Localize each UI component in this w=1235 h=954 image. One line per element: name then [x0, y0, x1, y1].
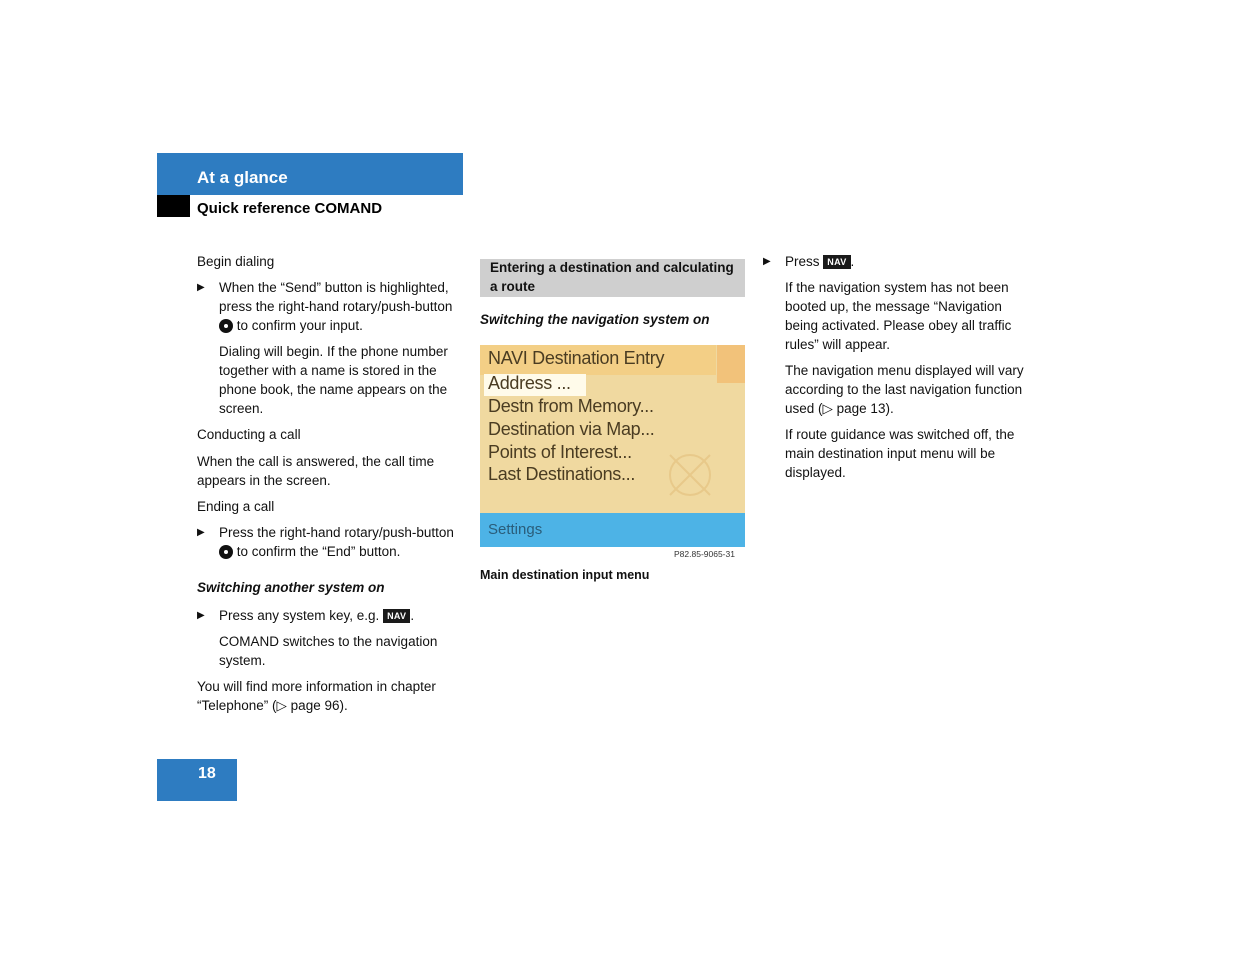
menu-item-memory: Destn from Memory... — [488, 396, 654, 416]
nav-key-icon: NAV — [383, 609, 410, 623]
section-box-title: Entering a destination and calculating a route — [490, 260, 734, 294]
switch-nav-heading: Switching the navigation system on — [480, 312, 710, 327]
step-system-key: ▶ Press any system key, e.g. NAV . — [197, 608, 415, 623]
menu-item-poi: Points of Interest... — [488, 442, 632, 462]
nav-menu-text: The navigation menu displayed will vary according to the last navigation function used (▷ page 13). — [785, 363, 1024, 416]
ending-heading: Ending a call — [197, 499, 275, 514]
compass-icon — [660, 445, 720, 505]
more-info-text: You will find more information in chapter “Telephone” (▷ page 96). — [197, 679, 436, 713]
menu-item-last: Last Destinations... — [488, 464, 636, 484]
route-guidance-text: If route guidance was switched off, the main destination input menu will be displayed. — [785, 427, 1015, 480]
screen-title: NAVI Destination Entry — [488, 348, 665, 368]
menu-item-map: Destination via Map... — [488, 419, 655, 439]
step-end: ▶ Press the right-hand rotary/push-button to confirm the “End” button. — [197, 525, 454, 559]
navi-screen-image — [480, 345, 745, 547]
settings-label: Settings — [488, 521, 543, 538]
bullet-icon: ▶ — [197, 282, 205, 293]
screen-corner — [717, 345, 745, 383]
switch-result: COMAND switches to the navigation system. — [219, 634, 438, 668]
conducting-heading: Conducting a call — [197, 427, 301, 442]
bullet-icon: ▶ — [197, 610, 205, 621]
menu-item-address: Address ... — [488, 373, 571, 393]
nav-key-icon: NAV — [823, 255, 850, 269]
image-caption: Main destination input menu — [480, 568, 650, 582]
begin-dialing-heading: Begin dialing — [197, 254, 275, 269]
subsection-title: Quick reference COMAND — [197, 200, 383, 217]
page-number: 18 — [198, 765, 216, 782]
header-marker — [157, 195, 190, 217]
section-title: At a glance — [197, 168, 288, 187]
image-code: P82.85-9065-31 — [674, 549, 735, 559]
nav-boot-text: If the navigation system has not been booted up, the message “Navigation being activated. Please obey all traffic rules” will appear. — [785, 280, 1012, 352]
conducting-text: When the call is answered, the call time appears in the screen. — [197, 454, 435, 488]
step-press-nav: ▶ Press NAV . — [763, 254, 855, 269]
step-send: ▶ When the “Send” button is highlighted, press the right-hand rotary/push-button to confirm your input. — [197, 280, 453, 333]
switch-other-heading: Switching another system on — [197, 580, 385, 595]
dialing-result: Dialing will begin. If the phone number together with a name is stored in the phone book, the name appears on the screen. — [219, 344, 448, 416]
bullet-icon: ▶ — [197, 527, 205, 538]
rotary-button-icon — [219, 319, 233, 333]
rotary-button-icon — [219, 545, 233, 559]
bullet-icon: ▶ — [763, 256, 771, 267]
settings-bar — [480, 513, 745, 547]
page-number-box — [157, 759, 237, 801]
